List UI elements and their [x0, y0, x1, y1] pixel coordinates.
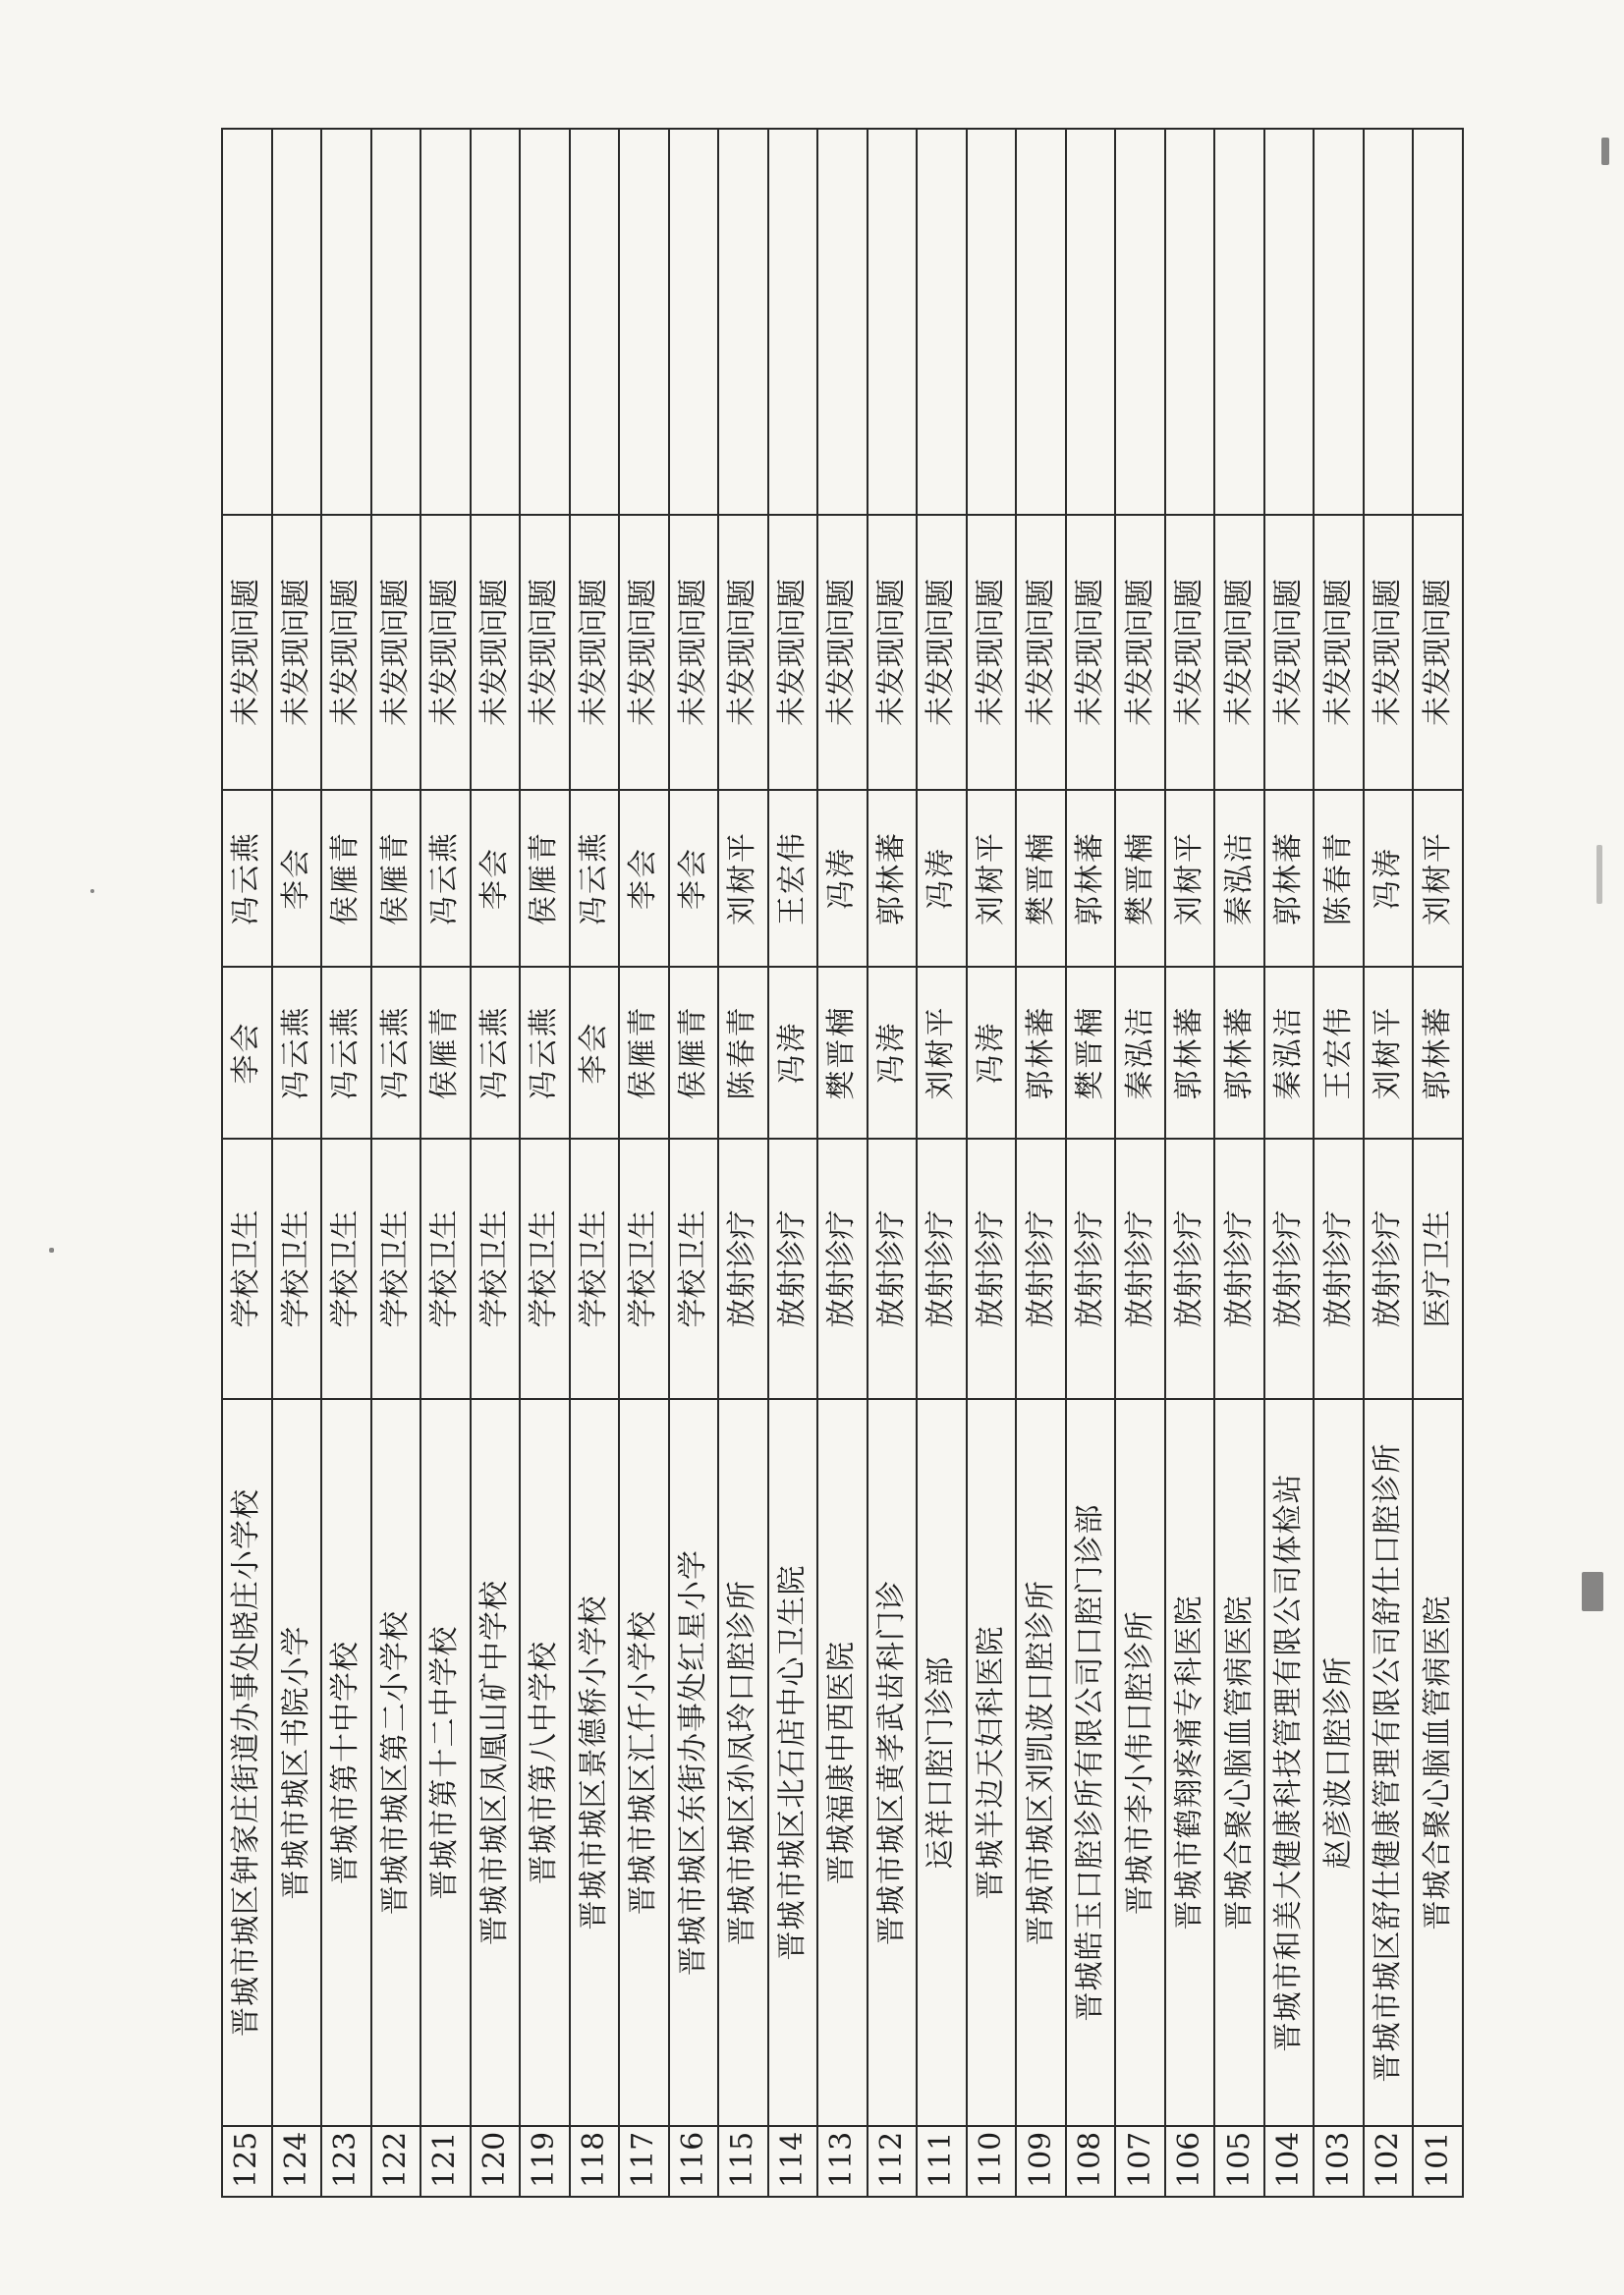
row-number: 114 — [768, 2126, 818, 2197]
inspector-2: 李会 — [471, 790, 521, 967]
inspector-2: 李会 — [669, 790, 719, 967]
inspection-type: 放射诊疗 — [1165, 1139, 1215, 1399]
organization-name: 晋城市城区钟家庄街道办事处晓庄小学校 — [222, 1399, 272, 2126]
inspection-type: 放射诊疗 — [967, 1139, 1017, 1399]
inspector-1: 侯雁青 — [619, 967, 669, 1139]
table-row — [1115, 129, 1165, 2197]
inspection-type: 学校卫生 — [371, 1139, 421, 1399]
remarks — [1214, 129, 1264, 515]
inspector-2: 冯涛 — [917, 790, 967, 967]
inspector-2: 冯涛 — [1364, 790, 1414, 967]
inspector-2: 冯云燕 — [570, 790, 620, 967]
table-row — [471, 129, 521, 2197]
remarks — [619, 129, 669, 515]
inspector-2: 郭林蕃 — [1066, 790, 1116, 967]
inspector-2: 刘树平 — [1413, 790, 1463, 967]
inspector-1: 郭林蕃 — [1413, 967, 1463, 1139]
row-number: 124 — [272, 2126, 322, 2197]
scan-speck — [1582, 1572, 1603, 1611]
row-number: 112 — [868, 2126, 918, 2197]
inspection-result: 未发现问题 — [1364, 515, 1414, 790]
inspection-result: 未发现问题 — [718, 515, 768, 790]
table-row — [967, 129, 1017, 2197]
inspection-result: 未发现问题 — [669, 515, 719, 790]
organization-name: 晋城市城区黄孝武齿科门诊 — [868, 1399, 918, 2126]
inspection-type: 放射诊疗 — [1066, 1139, 1116, 1399]
inspector-1: 冯云燕 — [520, 967, 570, 1139]
row-number: 103 — [1314, 2126, 1364, 2197]
inspection-type: 放射诊疗 — [1016, 1139, 1066, 1399]
inspection-result: 未发现问题 — [1165, 515, 1215, 790]
organization-name: 晋城市城区东街办事处红星小学 — [669, 1399, 719, 2126]
remarks — [1016, 129, 1066, 515]
remarks — [371, 129, 421, 515]
inspector-1: 郭林蕃 — [1165, 967, 1215, 1139]
remarks — [917, 129, 967, 515]
inspector-2: 郭林蕃 — [1264, 790, 1315, 967]
remarks — [1066, 129, 1116, 515]
organization-name: 晋城皓玉口腔诊所有限公司口腔门诊部 — [1066, 1399, 1116, 2126]
inspector-1: 侯雁青 — [669, 967, 719, 1139]
inspector-1: 樊晋楠 — [1066, 967, 1116, 1139]
inspector-1: 秦泓洁 — [1115, 967, 1165, 1139]
inspector-1: 王宏伟 — [1314, 967, 1364, 1139]
inspection-type: 放射诊疗 — [917, 1139, 967, 1399]
organization-name: 晋城市鹤翔疼痛专科医院 — [1165, 1399, 1215, 2126]
inspector-1: 侯雁青 — [420, 967, 471, 1139]
inspector-1: 李会 — [570, 967, 620, 1139]
remarks — [1314, 129, 1364, 515]
inspection-type: 放射诊疗 — [1364, 1139, 1414, 1399]
inspector-1: 冯云燕 — [272, 967, 322, 1139]
remarks — [817, 129, 868, 515]
table-row — [868, 129, 918, 2197]
inspection-result: 未发现问题 — [1016, 515, 1066, 790]
inspection-result: 未发现问题 — [1115, 515, 1165, 790]
inspector-2: 侯雁青 — [371, 790, 421, 967]
table-row — [619, 129, 669, 2197]
organization-name: 晋城市城区舒仕健康管理有限公司舒仕口腔诊所 — [1364, 1399, 1414, 2126]
organization-name: 晋城福康中西医院 — [817, 1399, 868, 2126]
row-number: 109 — [1016, 2126, 1066, 2197]
inspection-type: 放射诊疗 — [1214, 1139, 1264, 1399]
table-row — [718, 129, 768, 2197]
organization-name: 晋城市和美大健康科技管理有限公司体检站 — [1264, 1399, 1315, 2126]
inspector-1: 冯涛 — [967, 967, 1017, 1139]
inspection-type: 放射诊疗 — [1264, 1139, 1315, 1399]
inspection-result: 未发现问题 — [817, 515, 868, 790]
row-number: 118 — [570, 2126, 620, 2197]
table-row — [272, 129, 322, 2197]
inspection-type: 放射诊疗 — [718, 1139, 768, 1399]
row-number: 110 — [967, 2126, 1017, 2197]
table-row — [1314, 129, 1364, 2197]
inspection-result: 未发现问题 — [619, 515, 669, 790]
remarks — [471, 129, 521, 515]
table-row — [669, 129, 719, 2197]
organization-name: 晋城合聚心脑血管病医院 — [1413, 1399, 1463, 2126]
remarks — [1115, 129, 1165, 515]
inspection-result: 未发现问题 — [321, 515, 371, 790]
inspector-1: 郭林蕃 — [1016, 967, 1066, 1139]
table-row — [817, 129, 868, 2197]
table-row — [321, 129, 371, 2197]
table-row — [1066, 129, 1116, 2197]
inspection-result: 未发现问题 — [1264, 515, 1315, 790]
inspector-1: 刘树平 — [1364, 967, 1414, 1139]
table-row — [570, 129, 620, 2197]
organization-name: 晋城市城区第二小学校 — [371, 1399, 421, 2126]
row-number: 113 — [817, 2126, 868, 2197]
remarks — [321, 129, 371, 515]
inspection-type: 放射诊疗 — [817, 1139, 868, 1399]
inspection-type: 学校卫生 — [272, 1139, 322, 1399]
inspection-result: 未发现问题 — [768, 515, 818, 790]
inspector-2: 樊晋楠 — [1115, 790, 1165, 967]
table-row — [917, 129, 967, 2197]
inspector-2: 秦泓洁 — [1214, 790, 1264, 967]
inspection-type: 学校卫生 — [520, 1139, 570, 1399]
organization-name: 晋城半边天妇科医院 — [967, 1399, 1017, 2126]
organization-name: 晋城市城区北石店中心卫生院 — [768, 1399, 818, 2126]
inspection-type: 学校卫生 — [222, 1139, 272, 1399]
inspector-1: 郭林蕃 — [1214, 967, 1264, 1139]
inspector-2: 冯云燕 — [222, 790, 272, 967]
organization-name: 赵彦波口腔诊所 — [1314, 1399, 1364, 2126]
scan-speck — [90, 889, 94, 893]
inspector-2: 李会 — [619, 790, 669, 967]
organization-name: 晋城市城区孙凤玲口腔诊所 — [718, 1399, 768, 2126]
inspection-type: 放射诊疗 — [868, 1139, 918, 1399]
inspector-2: 刘树平 — [718, 790, 768, 967]
row-number: 108 — [1066, 2126, 1116, 2197]
inspection-result: 未发现问题 — [222, 515, 272, 790]
table-row — [1165, 129, 1215, 2197]
inspection-type: 学校卫生 — [471, 1139, 521, 1399]
inspection-result: 未发现问题 — [1413, 515, 1463, 790]
remarks — [1264, 129, 1315, 515]
remarks — [520, 129, 570, 515]
table-body — [222, 129, 1463, 2197]
row-number: 116 — [669, 2126, 719, 2197]
table-row — [1413, 129, 1463, 2197]
table-row — [1264, 129, 1315, 2197]
inspector-1: 冯涛 — [768, 967, 818, 1139]
inspector-2: 冯云燕 — [420, 790, 471, 967]
inspector-2: 李会 — [272, 790, 322, 967]
inspection-result: 未发现问题 — [371, 515, 421, 790]
remarks — [1165, 129, 1215, 515]
inspection-table — [221, 128, 1464, 2198]
remarks — [420, 129, 471, 515]
inspector-1: 李会 — [222, 967, 272, 1139]
table-row — [420, 129, 471, 2197]
inspection-result: 未发现问题 — [420, 515, 471, 790]
inspection-result: 未发现问题 — [868, 515, 918, 790]
inspection-result: 未发现问题 — [917, 515, 967, 790]
row-number: 121 — [420, 2126, 471, 2197]
inspection-result: 未发现问题 — [272, 515, 322, 790]
row-number: 105 — [1214, 2126, 1264, 2197]
row-number: 104 — [1264, 2126, 1315, 2197]
inspection-result: 未发现问题 — [1214, 515, 1264, 790]
remarks — [768, 129, 818, 515]
inspection-result: 未发现问题 — [570, 515, 620, 790]
organization-name: 晋城合聚心脑血管病医院 — [1214, 1399, 1264, 2126]
inspector-2: 樊晋楠 — [1016, 790, 1066, 967]
row-number: 122 — [371, 2126, 421, 2197]
table-row — [520, 129, 570, 2197]
inspector-2: 侯雁青 — [520, 790, 570, 967]
organization-name: 晋城市城区书院小学 — [272, 1399, 322, 2126]
organization-name: 晋城市城区刘凯波口腔诊所 — [1016, 1399, 1066, 2126]
inspector-2: 刘树平 — [1165, 790, 1215, 967]
inspection-type: 学校卫生 — [420, 1139, 471, 1399]
inspector-1: 陈春青 — [718, 967, 768, 1139]
row-number: 111 — [917, 2126, 967, 2197]
inspector-2: 王宏伟 — [768, 790, 818, 967]
organization-name: 晋城市城区汇仟小学校 — [619, 1399, 669, 2126]
row-number: 120 — [471, 2126, 521, 2197]
organization-name: 晋城市第八中学校 — [520, 1399, 570, 2126]
inspection-type: 放射诊疗 — [1115, 1139, 1165, 1399]
table-row — [1364, 129, 1414, 2197]
inspector-1: 冯云燕 — [471, 967, 521, 1139]
remarks — [669, 129, 719, 515]
row-number: 102 — [1364, 2126, 1414, 2197]
inspection-type: 学校卫生 — [669, 1139, 719, 1399]
inspection-result: 未发现问题 — [1314, 515, 1364, 790]
inspection-result: 未发现问题 — [520, 515, 570, 790]
table-row — [371, 129, 421, 2197]
remarks — [967, 129, 1017, 515]
row-number: 107 — [1115, 2126, 1165, 2197]
remarks — [718, 129, 768, 515]
remarks — [272, 129, 322, 515]
inspector-2: 侯雁青 — [321, 790, 371, 967]
inspector-2: 陈春青 — [1314, 790, 1364, 967]
inspector-1: 刘树平 — [917, 967, 967, 1139]
inspector-1: 冯涛 — [868, 967, 918, 1139]
remarks — [868, 129, 918, 515]
row-number: 117 — [619, 2126, 669, 2197]
inspection-result: 未发现问题 — [967, 515, 1017, 790]
row-number: 101 — [1413, 2126, 1463, 2197]
inspector-2: 刘树平 — [967, 790, 1017, 967]
table-row — [222, 129, 272, 2197]
table-row — [1016, 129, 1066, 2197]
rotated-table-frame — [221, 130, 1464, 2198]
inspection-type: 学校卫生 — [321, 1139, 371, 1399]
row-number: 119 — [520, 2126, 570, 2197]
organization-name: 晋城市第十二中学校 — [420, 1399, 471, 2126]
inspector-1: 冯云燕 — [321, 967, 371, 1139]
row-number: 123 — [321, 2126, 371, 2197]
inspection-result: 未发现问题 — [1066, 515, 1116, 790]
organization-name: 晋城市第十中学校 — [321, 1399, 371, 2126]
scan-speck — [1596, 845, 1602, 904]
inspector-2: 冯涛 — [817, 790, 868, 967]
organization-name: 运祥口腔门诊部 — [917, 1399, 967, 2126]
inspection-result: 未发现问题 — [471, 515, 521, 790]
inspection-type: 医疗卫生 — [1413, 1139, 1463, 1399]
row-number: 125 — [222, 2126, 272, 2197]
row-number: 115 — [718, 2126, 768, 2197]
organization-name: 晋城市李小伟口腔诊所 — [1115, 1399, 1165, 2126]
remarks — [570, 129, 620, 515]
row-number: 106 — [1165, 2126, 1215, 2197]
inspector-2: 郭林蕃 — [868, 790, 918, 967]
inspection-type: 放射诊疗 — [1314, 1139, 1364, 1399]
table-row — [768, 129, 818, 2197]
organization-name: 晋城市城区景德桥小学校 — [570, 1399, 620, 2126]
scan-speck — [49, 1248, 54, 1253]
inspector-1: 秦泓洁 — [1264, 967, 1315, 1139]
table-row — [1214, 129, 1264, 2197]
inspection-type: 学校卫生 — [619, 1139, 669, 1399]
inspector-1: 冯云燕 — [371, 967, 421, 1139]
remarks — [1413, 129, 1463, 515]
scan-speck — [1601, 138, 1609, 165]
inspection-type: 学校卫生 — [570, 1139, 620, 1399]
inspector-1: 樊晋楠 — [817, 967, 868, 1139]
remarks — [222, 129, 272, 515]
inspection-type: 放射诊疗 — [768, 1139, 818, 1399]
remarks — [1364, 129, 1414, 515]
organization-name: 晋城市城区凤凰山矿中学校 — [471, 1399, 521, 2126]
